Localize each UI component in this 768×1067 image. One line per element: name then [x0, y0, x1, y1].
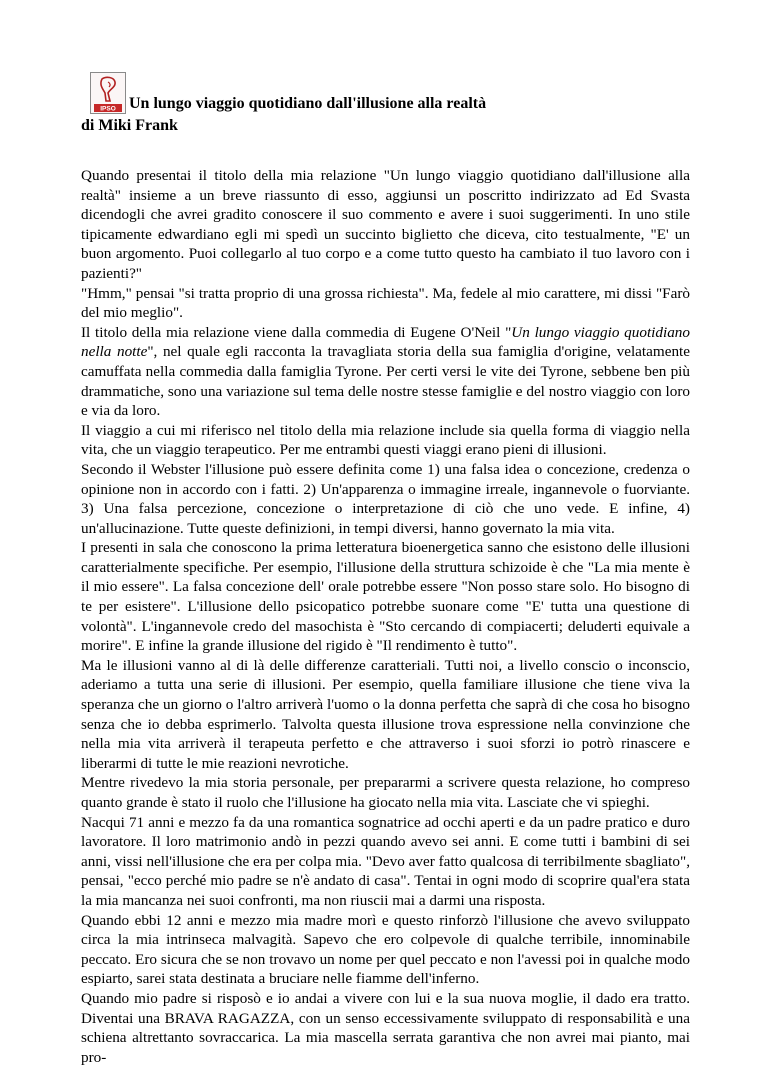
- paragraph-3: [81, 323, 690, 421]
- paragraph-3-part-a: Il titolo della mia relazione viene dalla commedia di Eugene O'Neil ": [81, 323, 512, 341]
- page-title: Un lungo viaggio quotidiano dall'illusione alla realtà: [129, 95, 487, 112]
- title-block: [81, 93, 486, 137]
- paragraph-10: Quando ebbi 12 anni e mezzo mia madre morì e questo rinforzò l'illusione che avevo sviluppato circa la mia intrinseca malvagità. Sapevo che ero colpevole di qualche terribile, innominabile peccato. Ero sicura che se non trovavo un nome per quel peccato e non l'avessi poi in qualche modo espiarto, sarei stata destinata a bruciare nelle fiamme dell'inferno.: [81, 911, 690, 988]
- paragraph-5: Secondo il Webster l'illusione può essere definita come 1) una falsa idea o concezione, credenza o opinione non in accordo con i fatti. 2) Un'apparenza o immagine irreale, ingannevole o fuorviante. 3) Una falsa percezione, concezione o interpretazione di ciò che uno vede. E infine, 4) un'allucinazione. Tutte queste definizioni, in tempi diversi, hanno governato la mia vita.: [81, 460, 690, 537]
- paragraph-1: Quando presentai il titolo della mia relazione "Un lungo viaggio quotidiano dall'illusione alla realtà" insieme a un breve riassunto di esso, aggiunsi un poscritto indirizzato ad Ed Svasta dicendogli che avrei gradito conoscere il suo commento e avere i suoi suggerimenti. In uno stile tipicamente edwardiano egli mi spedì un succinto biglietto che diceva, cito testualmente, "E' un buon argomento. Puoi collegarlo al tuo corpo e a come tutto questo ha cambiato il tuo lavoro con i pazienti?": [81, 167, 690, 282]
- paragraph-6: I presenti in sala che conoscono la prima letteratura bioenergetica sanno che esistono delle illusioni caratterialmente specifiche. Per esempio, l'illusione della struttura schizoide è che "La mia mente è il mio essere". La falsa concezione dell' orale potrebbe essere "Non posso stare solo. Ho bisogno di te per esistere". L'illusione dello psicopatico potrebbe suonare come "E' tutta una questione di volontà". L'ingannevole credo del masochista è "Sto cercando di compiacerti; deluderti equivale a morire". E infine la grande illusione del rigido è "Il rendimento è tutto".: [81, 539, 690, 655]
- paragraph-2: "Hmm," pensai "si tratta proprio di una grossa richiesta". Ma, fedele al mio carattere, mi dissi "Farò del mio meglio".: [81, 284, 690, 322]
- paragraph-8: Mentre rivedevo la mia storia personale, per prepararmi a scrivere questa relazione, ho compreso quanto grande è stato il ruolo che l'illusione ha giocato nella mia vita. Lasciate che vi spieghi.: [81, 774, 690, 811]
- page-author: di Miki Frank: [81, 117, 178, 134]
- logo-text: IPSO: [100, 105, 116, 113]
- paragraph-4: Il viaggio a cui mi riferisco nel titolo della mia relazione include sia quella forma di viaggio nella vita, che un viaggio terapeutico. Per me entrambi questi viaggi erano pieni di illusioni.: [81, 421, 690, 459]
- paragraph-7: Ma le illusioni vanno al di là delle differenze caratteriali. Tutti noi, a livello conscio o inconscio, aderiamo a tutta una serie di illusioni. Per esempio, quella familiare illusione che tiene viva la speranza che un giorno o l'altro arriverà l'uomo o la donna perfetta che saprà di che cosa ho bisogno senza che io debba esprimerlo. Talvolta questa illusione trova espressione nella convinzione che nella mia vita arriverà il terapeuta perfetto e che attraverso i suoi sforzi io potrò rinascere e liberarmi di tutte le mie reazioni nevrotiche.: [81, 656, 690, 772]
- paragraph-3-part-b: ", nel quale egli racconta la travagliata storia della sua famiglia d'origine, velatamente camuffata nella commedia dalla famiglia Tyrone. Per certi versi le vite dei Tyrone, sebbene ben più drammatiche, sono una variazione sul tema delle nostre stesse famiglie e del nostro viaggio con loro e via da loro.: [81, 343, 691, 420]
- play-title: Un lungo viaggio quotidiano nella notte: [81, 323, 690, 361]
- paragraph-11: Quando mio padre si risposò e io andai a vivere con lui e la sua nuova moglie, il dado era tratto. Diventai una BRAVA RAGAZZA, con un senso eccessivamente sviluppato di responsabilità e una schiena altrettanto sovraccarica. La mia mascella serrata garantiva che non avrei mai pianto, mai pro-: [81, 989, 690, 1066]
- paragraph-9: Nacqui 71 anni e mezzo fa da una romantica sognatrice ad occhi aperti e da un padre pratico e duro lavoratore. Il loro matrimonio andò in pezzi quando avevo sei anni. E come tutti i bambini di sei anni, vissi nell'illusione che era per colpa mia. "Devo aver fatto qualcosa di terribilmente sbagliato", pensai, "ecco perché mio padre se n'è andato di casa". Tentai in ogni modo di scoprire qual'era stata la mia mancanza nei suoi confronti, ma non riuscii mai a darmi una risposta.: [81, 813, 690, 909]
- body-text: [81, 166, 690, 1067]
